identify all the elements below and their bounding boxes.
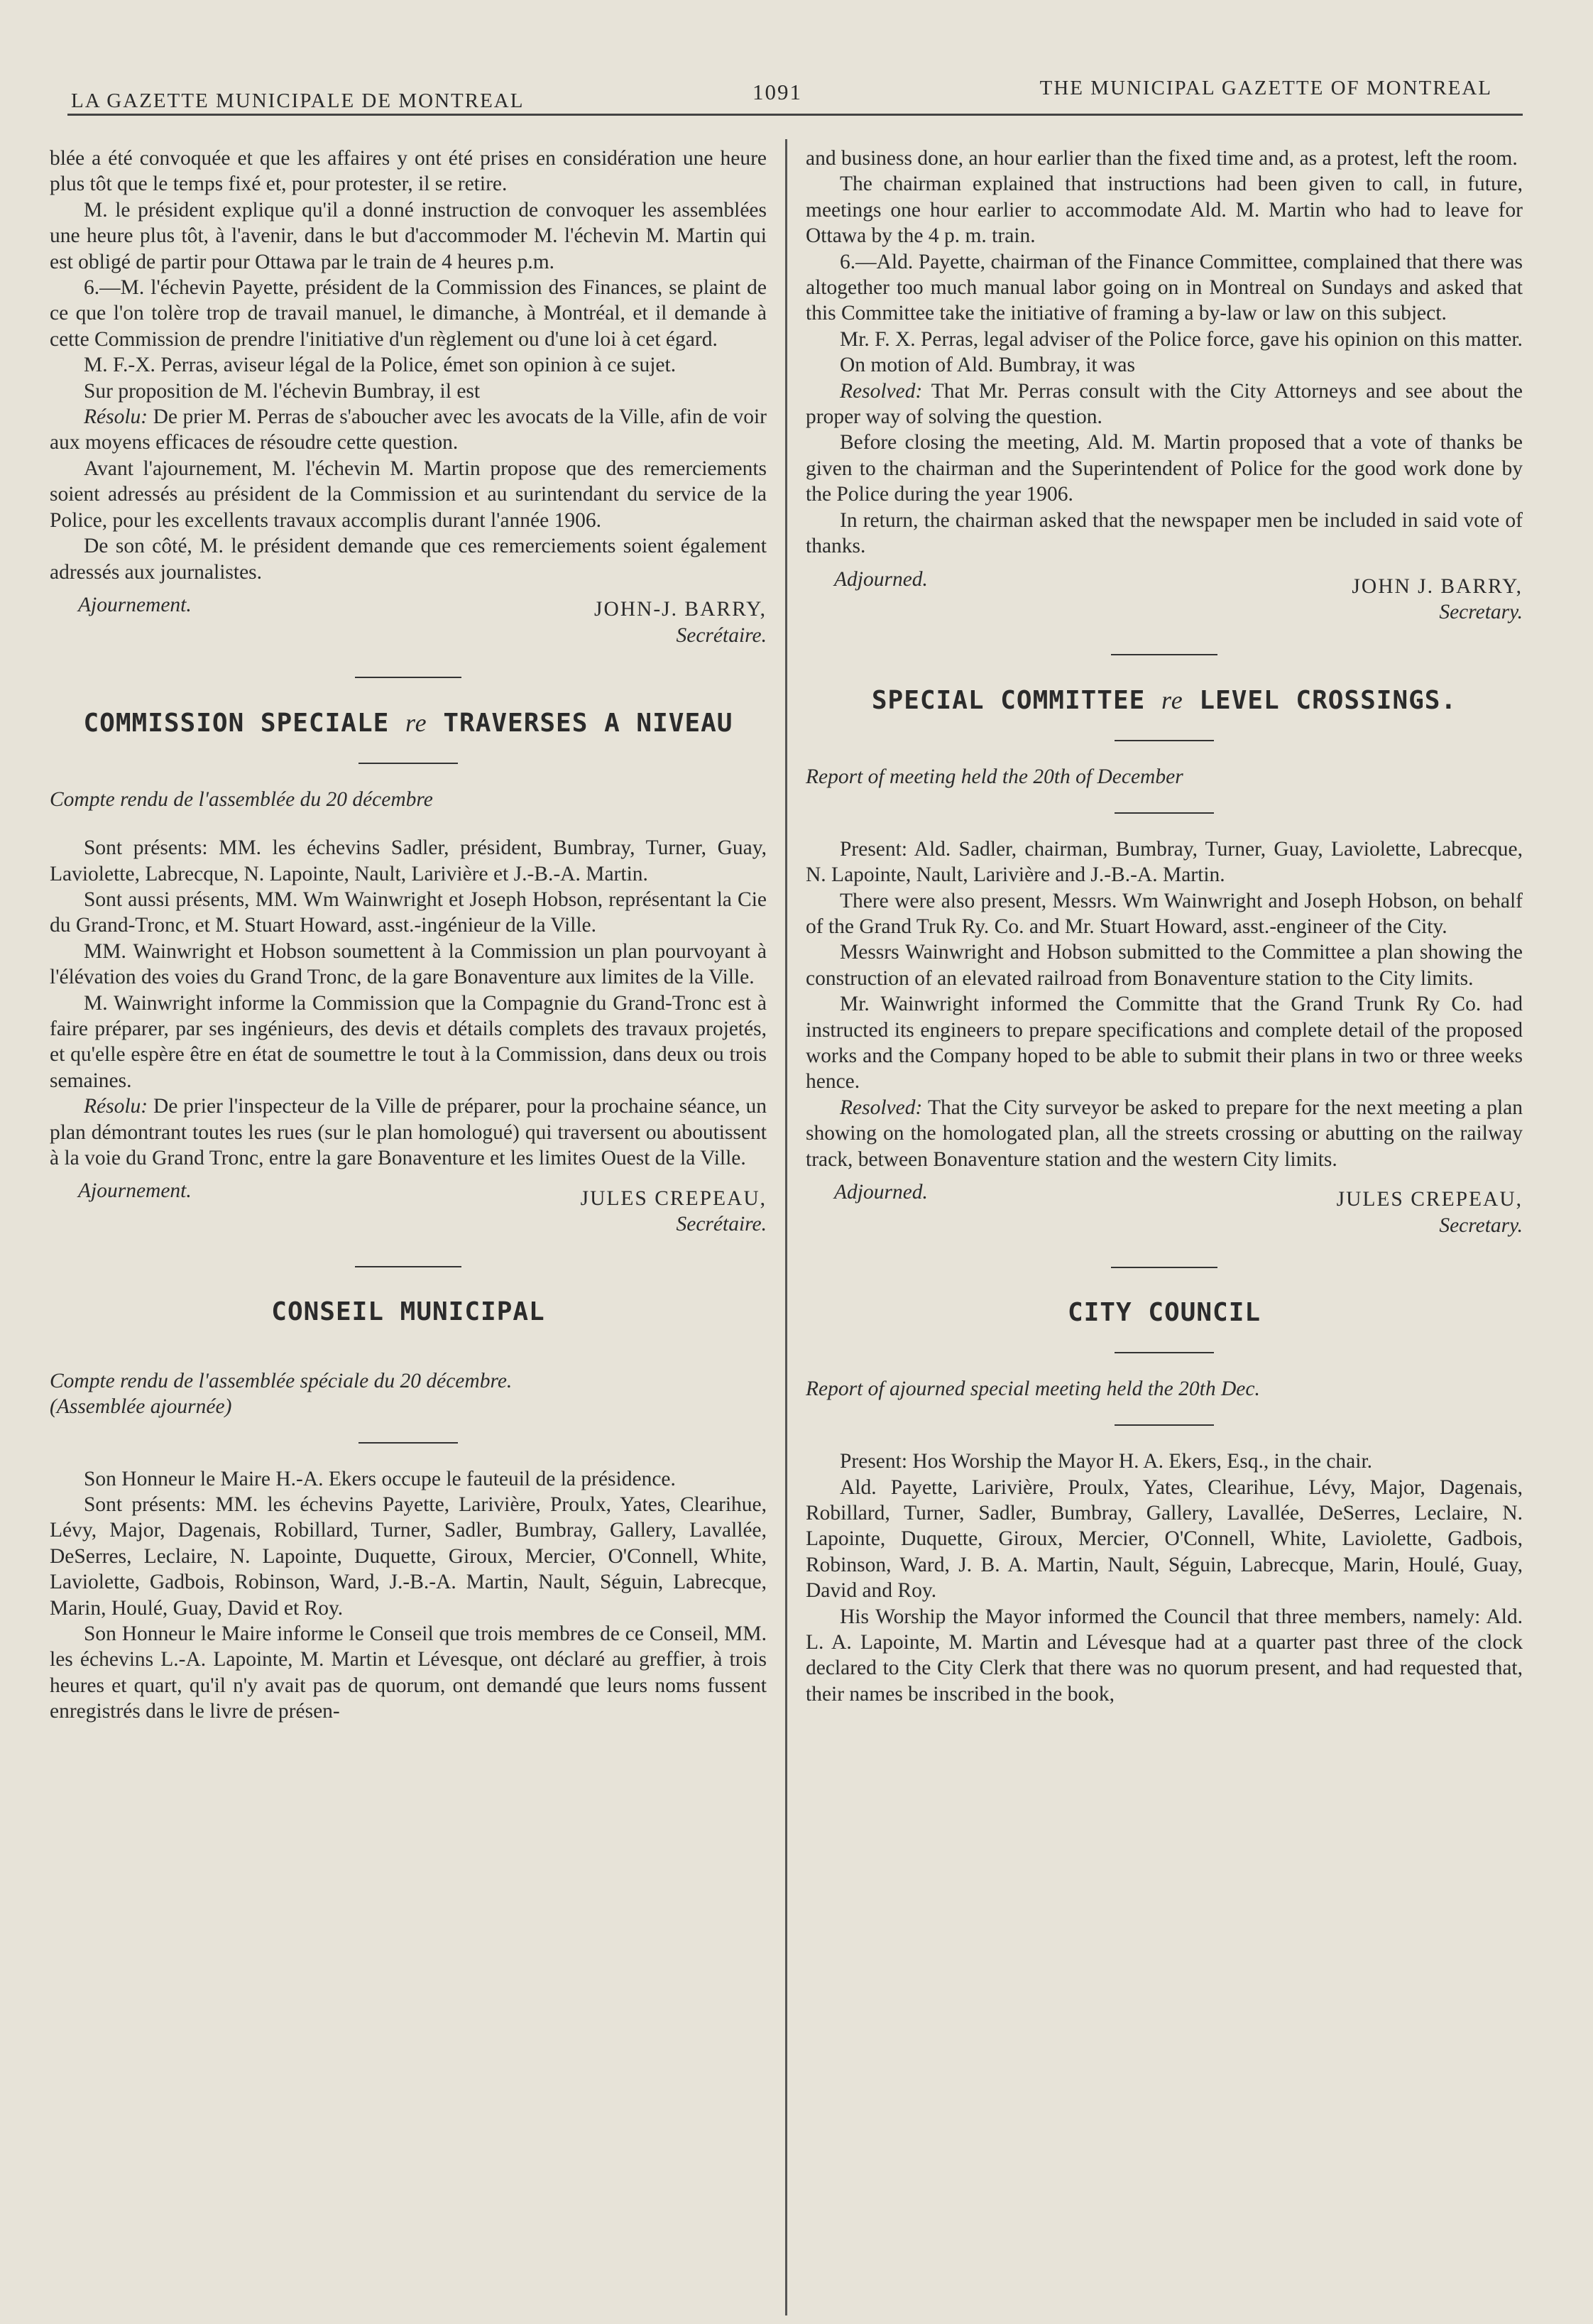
paragraph: Messrs Wainwright and Hobson submitted to the Committee a plan showing the construction of an elevated railroad from Bonaventure station to the City limits.	[806, 941, 1523, 990]
adjournment: Ajournement.	[78, 1179, 192, 1203]
resolution-label: Résolu:	[84, 405, 148, 429]
section-title: CONSEIL MUNICIPAL	[271, 1297, 545, 1326]
title-part: LEVEL CROSSINGS.	[1199, 685, 1457, 715]
title-re: re	[405, 709, 427, 738]
header-rule	[67, 114, 1523, 116]
subtitle-separator	[358, 1442, 458, 1444]
section-subtitle: Compte rendu de l'assemblée spéciale du 20 décembre.	[50, 1369, 513, 1392]
section-separator	[355, 677, 461, 678]
page-number: 1091	[752, 80, 802, 104]
section-subtitle: Compte rendu de l'assemblée du 20 décembre	[50, 788, 433, 812]
paragraph: Ald. Payette, Larivière, Proulx, Yates, Clearihue, Lévy, Major, Dagenais, Robillard, Turner, Sadler, Bumbray, Gallery, Lavallée, DeSerres, Leclaire, N. Lapointe, Duquette, Giroux, Mercier, O'Connell, White, Laviolette, Gadbois, Robinson, Ward, J. B. A. Martin, Nault, Séguin, Labrecque, Marin, Houlé, Guay, David and Roy.	[806, 1475, 1523, 1603]
section-separator	[1111, 654, 1217, 655]
paragraph: MM. Wainwright et Hobson soumettent à la Commission un plan pourvoyant à l'élévation des voies du Grand Tronc, de la gare Bonaventure aux limites de la Ville.	[50, 939, 767, 989]
resolution-paragraph	[806, 378, 1523, 430]
title-part: TRAVERSES A NIVEAU	[443, 709, 733, 738]
paragraph: There were also present, Messrs. Wm Wainwright and Joseph Hobson, on behalf of the Grand Truk Ry. Co. and Mr. Stuart Howard, asst.-engineer of the City.	[806, 889, 1523, 938]
resolution-text: That the City surveyor be asked to prepare for the next meeting a plan showing on the homologated plan, all the streets crossing or abutting on the railway track, between Bonaventure station and the western City limits.	[806, 1096, 1523, 1171]
header-french-title: LA GAZETTE MUNICIPALE DE MONTREAL	[71, 89, 525, 112]
resolution-label: Resolved:	[840, 1096, 923, 1119]
french-column	[50, 146, 767, 1725]
resolution-label: Resolved:	[840, 379, 923, 403]
title-part: SPECIAL COMMITTEE	[871, 685, 1146, 715]
running-header	[71, 77, 1491, 124]
paragraph: M. le président explique qu'il a donné instruction de convoquer les assemblées une heure plus tôt, à l'avenir, dans le but d'accommoder M. l'échevin M. Martin qui est obligé de partir pour Ottawa par le train de 4 heures p.m.	[50, 198, 767, 273]
paragraph: Before closing the meeting, Ald. M. Martin proposed that a vote of thanks be given to the chairman and the Superintendent of Police for the good work done by the Police during the year 1906.	[806, 431, 1523, 506]
paragraph: On motion of Ald. Bumbray, it was	[840, 354, 1135, 377]
section-subtitle: Report of ajourned special meeting held the 20th Dec.	[806, 1378, 1260, 1401]
section-title: CITY COUNCIL	[1067, 1298, 1261, 1328]
signatory-name: JOHN J. BARRY,	[1352, 574, 1523, 598]
paragraph: Son Honneur le Maire H.-A. Ekers occupe le fauteuil de la présidence.	[84, 1467, 676, 1490]
section-subtitle: Report of meeting held the 20th of December	[806, 765, 1183, 788]
signatory-role: Secrétaire.	[676, 1213, 767, 1236]
signatory-name: JULES CREPEAU,	[1336, 1188, 1523, 1211]
paragraph: Avant l'ajournement, M. l'échevin M. Martin propose que des remerciements soient adressés au président de la Commission et au surintendant du service de la Police, pour les excellents travaux accomplis durant l'année 1906.	[50, 457, 767, 532]
resolution-paragraph	[50, 404, 767, 456]
title-separator	[1115, 1352, 1214, 1353]
subtitle-separator	[1115, 812, 1214, 814]
title-re: re	[1161, 685, 1183, 714]
paragraph: Sont aussi présents, MM. Wm Wainwright et Joseph Hobson, représentant la Cie du Grand-Tronc, et M. Stuart Howard, asst.-ingénieur de la Ville.	[50, 888, 767, 937]
paragraph: Present: Hos Worship the Mayor H. A. Ekers, Esq., in the chair.	[840, 1450, 1373, 1473]
paragraph: Sont présents: MM. les échevins Sadler, président, Bumbray, Turner, Guay, Laviolette, Labrecque, N. Lapointe, Nault, Larivière et J.-B.-A. Martin.	[50, 836, 767, 885]
paragraph: blée a été convoquée et que les affaires y ont été prises en considération une heure plus tôt que le temps fixé et, pour protester, il se retire.	[50, 147, 767, 196]
paragraph: Sont présents: MM. les échevins Payette, Larivière, Proulx, Yates, Clearihue, Lévy, Major, Dagenais, Robillard, Turner, Sadler, Bumbray, Gallery, Lavallée, DeSerres, Leclaire, N. Lapointe, Duquette, Giroux, Mercier, O'Connell, White, Laviolette, Gadbois, Robinson, Ward, J.-B.-A. Martin, Nault, Séguin, Labrecque, Marin, Houlé, Guay, David et Roy.	[50, 1493, 767, 1620]
resolution-label: Résolu:	[84, 1095, 148, 1118]
paragraph: Mr. Wainwright informed the Committe that the Grand Trunk Ry Co. had instructed its engineers to prepare specifications and complete detail of the proposed works and the Company hoped to be able to submit their plans in two or three weeks hence.	[806, 993, 1523, 1093]
paragraph: M. F.-X. Perras, aviseur légal de la Police, émet son opinion à ce sujet.	[84, 354, 677, 377]
section-title	[827, 684, 1501, 717]
paragraph: M. Wainwright informe la Commission que la Compagnie du Grand-Tronc est à faire préparer, par ses ingénieurs, des devis et détails complets des travaux projetés, et qu'elle espère être en état de soumettre le tout à la Commission, dans deux ou trois semaines.	[50, 991, 767, 1092]
resolution-text: De prier l'inspecteur de la Ville de préparer, pour la prochaine séance, un plan démontrant toutes les rues (sur le plan homologué) qui traversent ou aboutissent à la voie du Grand Tronc, entre la gare Bonaventure et les limites Ouest de la Ville.	[50, 1095, 767, 1169]
adjournment: Adjourned.	[834, 567, 928, 591]
signatory-name: JULES CREPEAU,	[580, 1186, 767, 1210]
resolution-text: De prier M. Perras de s'aboucher avec les avocats de la Ville, afin de voir aux moyens efficaces de résoudre cette question.	[50, 405, 767, 454]
paragraph: The chairman explained that instructions had been given to call, in future, meetings one hour earlier to accommodate Ald. M. Martin who had to leave for Ottawa by the 4 p. m. train.	[806, 173, 1523, 248]
header-english-title: THE MUNICIPAL GAZETTE OF MONTREAL	[1039, 77, 1492, 99]
signatory-role: Secretary.	[1439, 1213, 1523, 1237]
english-column	[806, 146, 1523, 1707]
paragraph: In return, the chairman asked that the newspaper men be included in said vote of thanks.	[806, 508, 1523, 558]
paragraph: De son côté, M. le président demande que ces remerciements soient également adressés aux journalistes.	[50, 535, 767, 584]
adjournment: Ajournement.	[78, 593, 192, 616]
resolution-text: That Mr. Perras consult with the City Attorneys and see about the proper way of solving the question.	[806, 379, 1523, 429]
signatory-role: Secretary.	[1439, 601, 1523, 624]
signatory-name: JOHN-J. BARRY,	[593, 598, 767, 621]
section-separator	[1111, 1267, 1217, 1268]
title-separator	[1115, 740, 1214, 741]
section-separator	[355, 1266, 461, 1267]
title-part: COMMISSION SPECIALE	[83, 709, 390, 738]
paragraph: Present: Ald. Sadler, chairman, Bumbray, Turner, Guay, Laviolette, Labrecque, N. Lapointe, Nault, Larivière and J.-B.-A. Martin.	[806, 837, 1523, 887]
paragraph: Sur proposition de M. l'échevin Bumbray, il est	[84, 379, 481, 403]
section-title	[71, 707, 745, 740]
adjournment: Adjourned.	[834, 1181, 928, 1204]
paragraph: Mr. F. X. Perras, legal adviser of the Police force, gave his opinion on this matter.	[840, 327, 1523, 351]
title-separator	[358, 763, 458, 764]
section-subtitle-note: (Assemblée ajournée)	[50, 1395, 232, 1418]
column-divider	[785, 139, 787, 2315]
subtitle-separator	[1115, 1424, 1214, 1426]
resolution-paragraph	[50, 1093, 767, 1171]
paragraph: His Worship the Mayor informed the Council that three members, namely: Ald. L. A. Lapointe, M. Martin and Lévesque had at a quarter past three of the clock declared to the City Clerk that there was no quorum present, and had requested that, their names be inscribed in the book,	[806, 1605, 1523, 1706]
signatory-role: Secrétaire.	[676, 623, 767, 647]
paragraph: 6.—Ald. Payette, chairman of the Finance Committee, complained that there was altogether too much manual labor going on in Montreal on Sundays and asked that this Committee take the initiative of framing a by-law or law on this subject.	[806, 250, 1523, 325]
resolution-paragraph	[806, 1095, 1523, 1172]
paragraph: and business done, an hour earlier than the fixed time and, as a protest, left the room.	[806, 147, 1518, 170]
paragraph: Son Honneur le Maire informe le Conseil que trois membres de ce Conseil, MM. les échevins L.-A. Lapointe, M. Martin et Lévesque, ont déclaré au greffier, à trois heures et quart, qu'il n'y avait pas de quorum, ont demandé que leurs noms fussent enregistrés dans le livre de présen-	[50, 1622, 767, 1723]
paragraph: 6.—M. l'échevin Payette, président de la Commission des Finances, se plaint de ce que l'on tolère trop de travail manuel, le dimanche, à Montréal, et il demande à cette Commission de prendre l'initiative d'un règlement ou d'une loi à cet égard.	[50, 276, 767, 351]
